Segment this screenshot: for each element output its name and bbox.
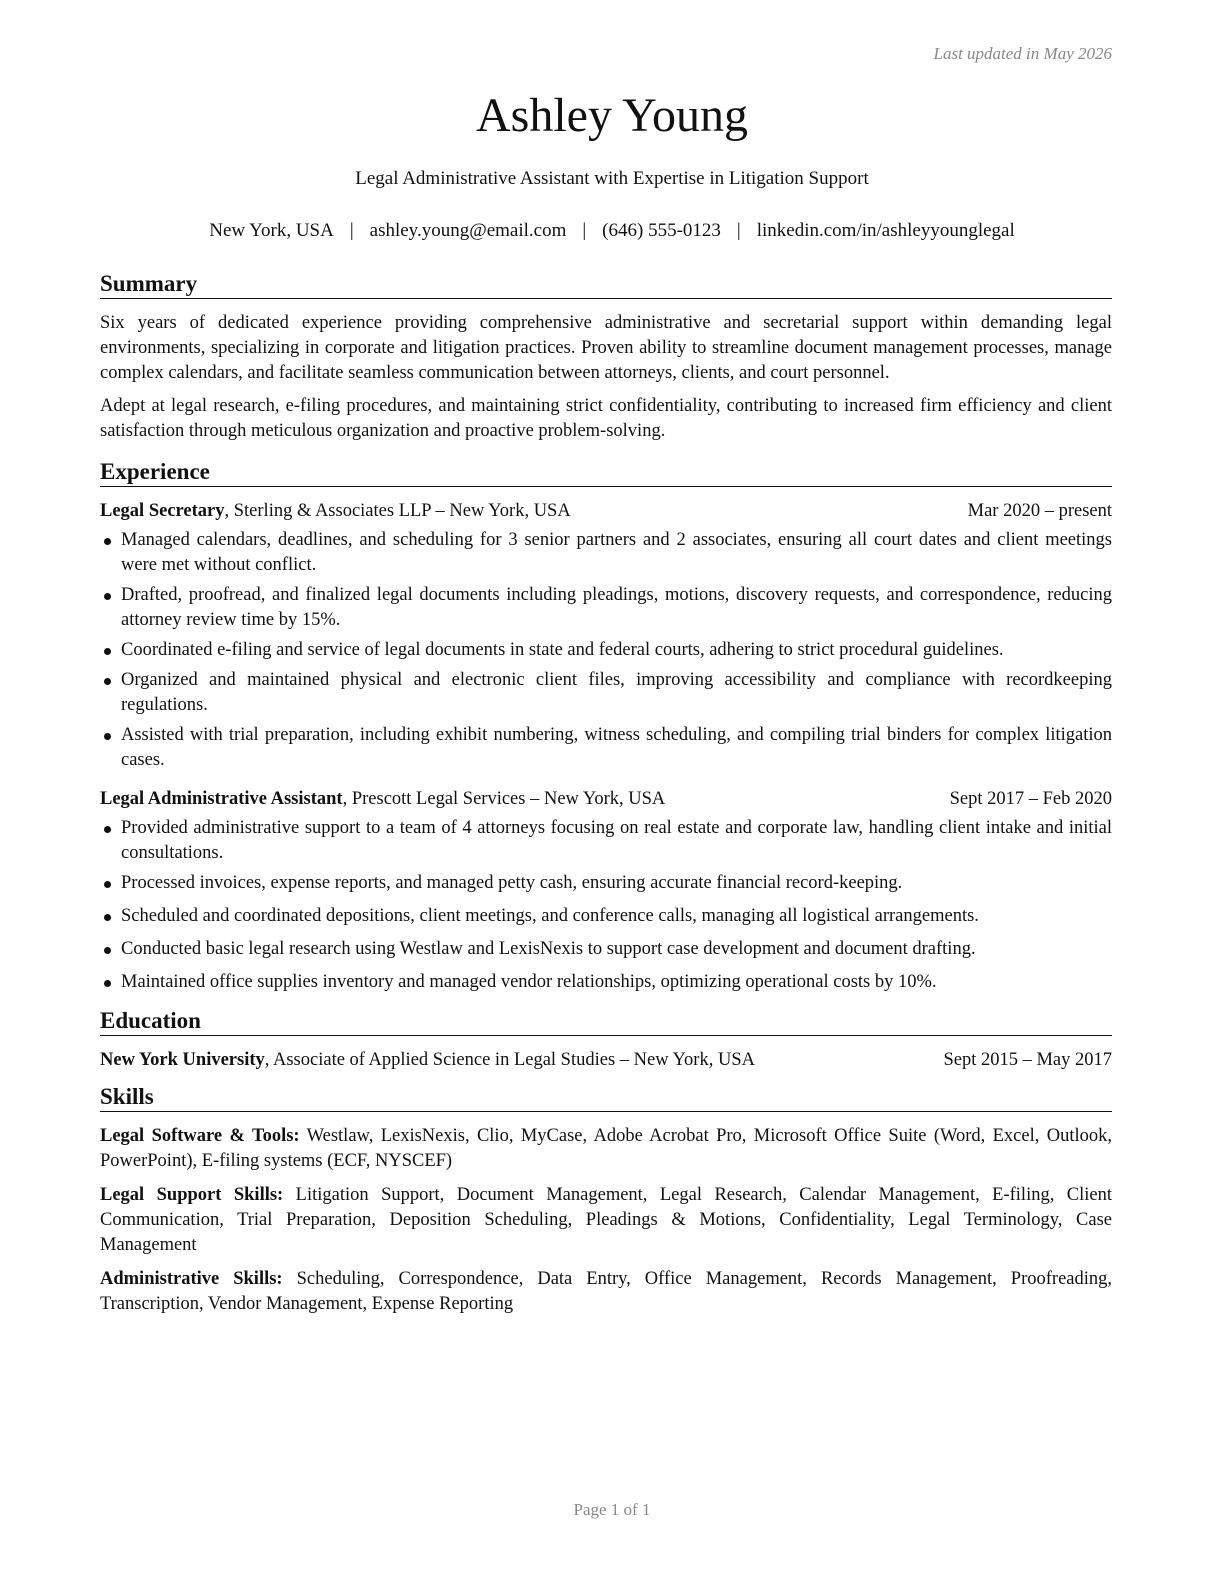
job-entry <box>100 499 1112 773</box>
job-entry <box>100 787 1112 995</box>
experience-heading: Experience <box>100 458 1112 487</box>
job-organization: , Sterling & Associates LLP – New York, USA <box>224 501 571 521</box>
education-dates: Sept 2015 – May 2017 <box>943 1050 1112 1070</box>
headline: Legal Administrative Assistant with Expertise in Litigation Support <box>355 168 869 189</box>
skill-group-label: Administrative Skills: <box>100 1269 283 1289</box>
education-school: New York University <box>100 1050 265 1070</box>
skills-heading: Skills <box>100 1083 1112 1112</box>
job-bullets <box>100 816 1112 995</box>
list-item: Conducted basic legal research using Westlaw and LexisNexis to support case development and document drafting. <box>100 937 1112 962</box>
candidate-name: Ashley Young <box>475 89 749 142</box>
job-organization: , Prescott Legal Services – New York, USA <box>342 789 666 809</box>
education-detail: , Associate of Applied Science in Legal Studies – New York, USA <box>264 1050 755 1070</box>
job-title: Legal Secretary <box>100 501 225 521</box>
contact-separator: | <box>349 220 354 241</box>
education-line <box>100 1048 755 1073</box>
job-dates: Sept 2017 – Feb 2020 <box>949 789 1112 809</box>
skill-group-label: Legal Software & Tools: <box>100 1126 300 1146</box>
education-heading: Education <box>100 1007 1112 1036</box>
contact-phone: (646) 555-0123 <box>602 220 721 241</box>
job-header <box>100 787 1112 812</box>
list-item: Managed calendars, deadlines, and scheduling for 3 senior partners and 2 associates, ensuring all court dates and client meetings were met without conflict. <box>100 528 1112 578</box>
skill-group-text: Litigation Support, Document Management, Legal Research, Calendar Management, E-filing, Client Communication, Trial Preparation, Deposition Scheduling, Pleadings & Motions, Confidentiality, Legal Terminology, Case Management <box>100 1185 1112 1255</box>
list-item: Provided administrative support to a team of 4 attorneys focusing on real estate and corporate law, handling client intake and initial consultations. <box>100 816 1112 866</box>
skill-group-text: Scheduling, Correspondence, Data Entry, Office Management, Records Management, Proofreading, Transcription, Vendor Management, Expense Reporting <box>100 1269 1113 1314</box>
skill-group-text: Westlaw, LexisNexis, Clio, MyCase, Adobe Acrobat Pro, Microsoft Office Suite (Word, Excel, Outlook, PowerPoint), E-filing systems (ECF, NYSCEF) <box>100 1126 1113 1171</box>
job-title: Legal Administrative Assistant <box>100 789 343 809</box>
summary-paragraph: Adept at legal research, e-filing procedures, and maintaining strict confidentiality, contributing to increased firm efficiency and client satisfaction through meticulous organization and proactive problem-solving. <box>100 396 1112 441</box>
job-header <box>100 499 1112 524</box>
skill-group <box>100 1183 1112 1258</box>
last-updated-note: Last updated in May 2026 <box>933 44 1112 63</box>
job-title-line <box>100 499 571 524</box>
contact-location: New York, USA <box>209 220 334 241</box>
page-number: Page 1 of 1 <box>573 1500 651 1519</box>
contact-email[interactable]: ashley.young@email.com <box>369 220 567 241</box>
list-item: Assisted with trial preparation, including exhibit numbering, witness scheduling, and compiling trial binders for complex litigation cases. <box>100 723 1112 773</box>
list-item: Scheduled and coordinated depositions, client meetings, and conference calls, managing all logistical arrangements. <box>100 904 1112 929</box>
list-item: Maintained office supplies inventory and managed vendor relationships, optimizing operational costs by 10%. <box>100 970 1112 995</box>
summary-paragraph: Six years of dedicated experience providing comprehensive administrative and secretarial support within demanding legal environments, specializing in corporate and litigation practices. Proven ability to streamline document management processes, manage complex calendars, and facilitate seamless communication between attorneys, clients, and court personnel. <box>100 313 1112 383</box>
list-item: Processed invoices, expense reports, and managed petty cash, ensuring accurate financial record-keeping. <box>100 871 1112 896</box>
skill-group <box>100 1124 1112 1174</box>
job-title-line <box>100 787 665 812</box>
list-item: Coordinated e-filing and service of legal documents in state and federal courts, adhering to strict procedural guidelines. <box>100 638 1112 663</box>
summary-heading: Summary <box>100 270 1112 299</box>
contact-separator: | <box>736 220 741 241</box>
skill-group <box>100 1267 1112 1317</box>
education-entry <box>100 1048 1112 1073</box>
resume-body <box>100 270 1112 1326</box>
job-bullets <box>100 528 1112 773</box>
contact-linkedin[interactable]: linkedin.com/in/ashleyyounglegal <box>756 220 1015 241</box>
contact-separator: | <box>582 220 587 241</box>
list-item: Organized and maintained physical and electronic client files, improving accessibility and compliance with recordkeeping regulations. <box>100 668 1112 718</box>
skill-group-label: Legal Support Skills: <box>100 1185 284 1205</box>
contact-line <box>0 220 1224 242</box>
list-item: Drafted, proofread, and finalized legal documents including pleadings, motions, discovery requests, and correspondence, reducing attorney review time by 15%. <box>100 583 1112 633</box>
job-dates: Mar 2020 – present <box>967 501 1112 521</box>
